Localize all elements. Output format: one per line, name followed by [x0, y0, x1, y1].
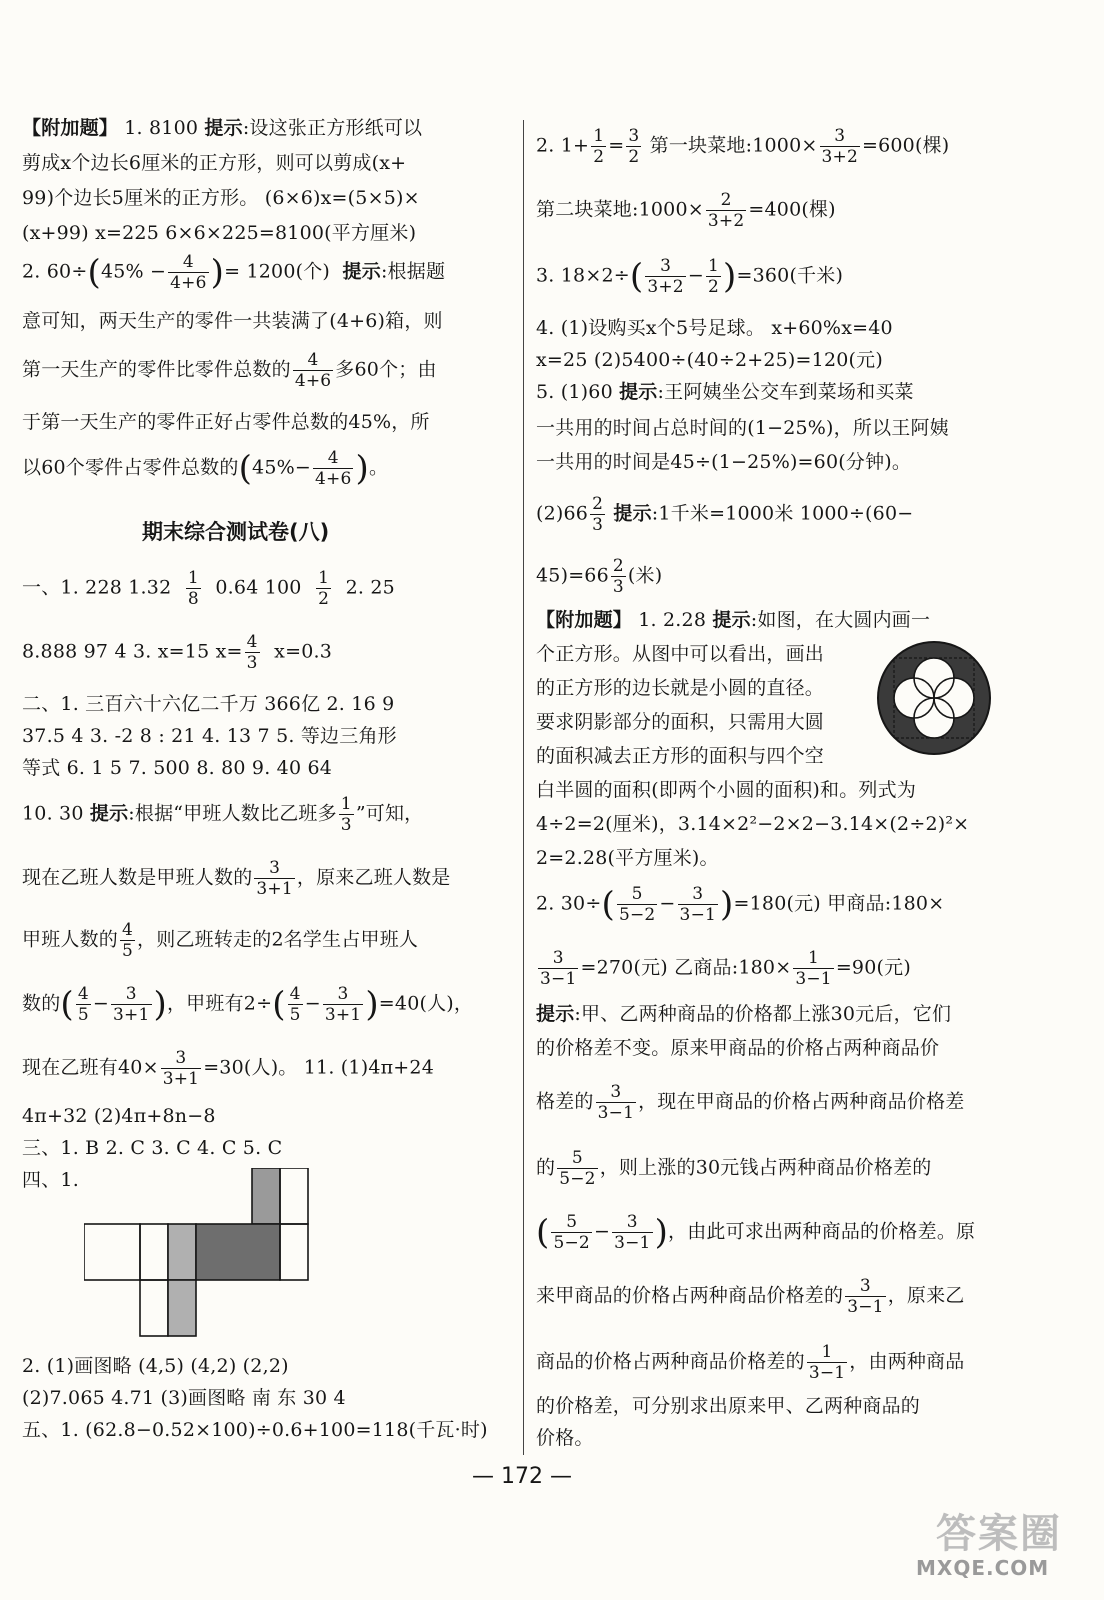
fraction: [323, 984, 363, 1025]
circle-square-figure: [876, 640, 992, 756]
answer-text: 1. 2.28: [632, 609, 713, 631]
left-line-s6: [22, 794, 423, 835]
watermark-text: 答案圈: [936, 1510, 1062, 1557]
left-line-4: (x+99) x=225 6×6×225=8100(平方厘米): [22, 222, 417, 244]
fraction: [557, 1148, 597, 1189]
numerator: 5: [631, 884, 643, 904]
answer-text: 0.64 100: [215, 576, 302, 599]
net-cell-dark: [196, 1224, 280, 1280]
right-line-8: 一共用的时间是45÷(1−25%)=60(分钟)。: [536, 451, 912, 473]
denominator: 2: [628, 147, 640, 167]
numerator: 5: [566, 1212, 578, 1232]
net-cell: [84, 1224, 140, 1280]
tip-label: 提示: [204, 117, 243, 139]
answer-text: :1千米=1000米 1000÷(60−: [651, 502, 914, 525]
fraction: [111, 984, 151, 1025]
numerator: 2: [720, 190, 732, 210]
fraction: [591, 126, 606, 167]
page-number: — 172 —: [472, 1464, 572, 1489]
denominator: 3: [612, 577, 624, 597]
answer-text: ，甲班有2÷: [166, 992, 273, 1015]
answer-text: ”可知，: [355, 802, 424, 825]
paren: (: [629, 256, 644, 297]
answer-text: ，原来乙: [887, 1284, 965, 1307]
fraction: [339, 794, 354, 835]
answer-text: =90(元): [835, 956, 911, 979]
right-line-25: [536, 1212, 975, 1253]
fraction: [793, 948, 833, 989]
numerator: 4: [289, 984, 301, 1004]
paren: ): [355, 448, 369, 489]
fraction: [820, 126, 860, 167]
denominator: 3−1: [597, 1103, 635, 1123]
denominator: 3+1: [113, 1005, 150, 1025]
denominator: 3+1: [162, 1069, 200, 1089]
left-line-2: 剪成x个边长6厘米的正方形，则可以剪成(x+: [22, 152, 407, 174]
fraction: [254, 858, 294, 899]
answer-text: 3. 18×2÷: [536, 264, 630, 287]
left-line-s5: 等式 6. 1 5 7. 500 8. 80 9. 40 64: [22, 757, 333, 779]
right-line-19: [536, 884, 944, 925]
net-cell-shaded: [168, 1280, 196, 1336]
section-title: 期末综合测试卷(八): [142, 520, 330, 544]
numerator: 3: [859, 1276, 871, 1296]
paren: (: [238, 448, 253, 489]
paren: ): [153, 984, 167, 1025]
fraction: [845, 1276, 885, 1317]
paren: ): [365, 984, 379, 1025]
answer-text: 45)=66: [536, 564, 609, 587]
answer-text: 一、1. 228 1.32: [22, 576, 172, 599]
numerator: 3: [610, 1082, 622, 1102]
numerator: 1: [340, 794, 352, 814]
answer-text: 来甲商品的价格占两种商品价格差的: [536, 1284, 844, 1307]
numerator: 4: [182, 252, 194, 272]
paren: (: [87, 252, 101, 293]
paren: ): [722, 256, 737, 297]
answer-text: 2. 25: [345, 576, 395, 599]
right-line-22: 的价格差不变。原来甲商品的价格占两种商品价: [536, 1037, 940, 1059]
answer-text: −: [687, 264, 704, 287]
left-line-7: [22, 350, 437, 391]
numerator: 2: [592, 494, 604, 514]
fraction: [161, 1048, 201, 1089]
left-line-8: 于第一天生产的零件正好占零件总数的45%，所: [22, 411, 430, 433]
net-cell: [140, 1280, 168, 1336]
paren: ): [654, 1212, 669, 1253]
answer-text: ，则乙班转走的2名学生占甲班人: [137, 928, 419, 951]
watermark-url: MXQE.COM: [916, 1556, 1050, 1580]
net-cell: [280, 1224, 308, 1280]
denominator: 2: [707, 277, 719, 297]
right-line-16: 白半圆的面积(即两个小圆的面积)和。列式为: [536, 779, 917, 801]
denominator: 3+2: [707, 211, 745, 231]
denominator: 3−1: [679, 905, 717, 925]
answer-text: :根据题: [380, 260, 446, 283]
answer-text: 格差的: [536, 1090, 594, 1113]
fraction: [76, 984, 91, 1025]
numerator: 3: [626, 1212, 638, 1232]
right-line-17: 4÷2=2(厘米)，3.14×2²−2×2−3.14×(2÷2)²×: [536, 813, 970, 835]
denominator: 5−2: [553, 1233, 590, 1253]
right-line-29: 价格。: [536, 1427, 594, 1449]
answer-text: :设这张正方形纸可以: [242, 117, 423, 139]
answer-text: ，则上涨的30元钱占两种商品价格差的: [599, 1156, 932, 1179]
tip-label: 提示: [342, 260, 381, 283]
numerator: 1: [808, 948, 820, 968]
numerator: 1: [187, 568, 199, 588]
answer-text: 45% −: [100, 260, 167, 283]
numerator: 5: [571, 1148, 583, 1168]
right-line-18: 2=2.28(平方厘米)。: [536, 847, 719, 869]
fraction: [288, 984, 303, 1025]
left-line-3: 99)个边长5厘米的正方形。 (6×6)x=(5×5)×: [22, 187, 420, 209]
fraction: [706, 256, 721, 297]
answer-text: :王阿姨坐公交车到菜场和买菜: [657, 381, 914, 403]
paren: (: [60, 984, 74, 1025]
answer-text: 以60个零件占零件总数的: [22, 456, 239, 479]
net-cell-shaded: [168, 1224, 196, 1280]
fraction: [538, 948, 578, 989]
answer-text: =360(千米): [736, 264, 844, 287]
denominator: 3+1: [324, 1005, 362, 1025]
answer-text: =400(棵): [748, 198, 836, 221]
right-line-11: [536, 608, 930, 632]
answer-text: 多60个；由: [335, 358, 437, 381]
answer-text: =270(元) 乙商品:180×: [580, 956, 792, 979]
numerator: 3: [175, 1048, 187, 1068]
right-line-27: [536, 1342, 965, 1383]
answer-text: (2)66: [536, 502, 589, 525]
right-line-7: 一共用的时间占总时间的(1−25%)，所以王阿姨: [536, 417, 949, 439]
numerator: 2: [612, 556, 624, 576]
fraction: [596, 1082, 636, 1123]
denominator: 5−2: [618, 905, 656, 925]
net-cell: [140, 1224, 168, 1280]
denominator: 2: [593, 147, 605, 167]
right-line-9: [536, 494, 913, 535]
numerator: 1: [318, 568, 330, 588]
answer-text: x=0.3: [274, 640, 333, 663]
paren: (: [601, 884, 615, 925]
numerator: 4: [77, 984, 89, 1004]
left-line-6: 意可知，两天生产的零件一共装满了(4+6)箱，则: [22, 310, 443, 332]
right-line-3: [536, 256, 843, 297]
answer-text: 2. 60÷: [22, 260, 88, 283]
numerator: 4: [327, 448, 339, 468]
fraction: [626, 126, 641, 167]
numerator: 4: [307, 350, 319, 370]
answer-text: −: [92, 992, 110, 1015]
answer-text: 的: [536, 1156, 556, 1179]
answer-text: 甲班人数的: [22, 928, 119, 951]
answer-text: −: [659, 892, 676, 915]
denominator: 3−1: [847, 1297, 884, 1317]
numerator: 1: [707, 256, 719, 276]
column-divider: [523, 120, 524, 1455]
left-line-s9: [22, 984, 473, 1025]
answer-text: −: [304, 992, 321, 1015]
paren: (: [272, 984, 286, 1025]
right-line-28: 的价格差，可分别求出原来甲、乙两种商品的: [536, 1395, 921, 1417]
left-line-s10: [22, 1048, 434, 1089]
denominator: 3: [340, 815, 352, 835]
denominator: 4+6: [294, 371, 332, 391]
left-line-s15: (2)7.065 4.71 (3)画图略 南 东 30 4: [22, 1387, 346, 1409]
fraction: [120, 920, 135, 961]
right-line-24: [536, 1148, 931, 1189]
answer-text: :根据“甲班人数比乙班多: [128, 802, 337, 825]
numerator: 3: [125, 984, 137, 1004]
right-line-26: [536, 1276, 965, 1317]
left-line-s12: 三、1. B 2. C 3. C 4. C 5. C: [22, 1137, 283, 1159]
answer-text: 1. 8100: [118, 117, 205, 139]
left-line-1: [22, 116, 422, 140]
fraction: [590, 494, 605, 535]
right-line-12: 个正方形。从图中可以看出，画出: [536, 643, 825, 665]
net-cell-shaded: [252, 1168, 280, 1224]
answer-text: 商品的价格占两种商品价格差的: [536, 1350, 805, 1373]
denominator: 4+6: [315, 469, 352, 489]
left-line-s8: [22, 920, 418, 961]
left-line-s14: 2. (1)画图略 (4,5) (4,2) (2,2): [22, 1355, 289, 1377]
fraction: [293, 350, 333, 391]
answer-text: :如图，在大圆内画一: [750, 609, 931, 631]
denominator: 4+6: [170, 273, 207, 293]
fraction: [645, 256, 685, 297]
extra-question-header: 【附加题】: [536, 609, 633, 631]
right-line-10: [536, 556, 662, 597]
answer-text: 现在乙班人数是甲班人数的: [22, 866, 253, 889]
answer-text: =30(人)。 11. (1)4π+24: [203, 1056, 434, 1079]
net-cell: [280, 1168, 308, 1224]
left-line-s4: 37.5 4 3. -2 8 : 21 4. 13 7 5. 等边三角形: [22, 725, 397, 747]
numerator: 1: [821, 1342, 833, 1362]
denominator: 3+2: [647, 277, 684, 297]
answer-text: 第一块菜地:1000×: [643, 134, 818, 157]
answer-text: 第二块菜地:1000×: [536, 198, 704, 221]
answer-text: 数的: [22, 992, 61, 1015]
numerator: 3: [660, 256, 672, 276]
numerator: 4: [246, 632, 258, 652]
answer-text: ，原来乙班人数是: [296, 866, 451, 889]
denominator: 3+1: [256, 879, 293, 899]
denominator: 3−1: [614, 1233, 651, 1253]
denominator: 3−1: [540, 969, 577, 989]
tip-label: 提示: [613, 502, 652, 525]
right-line-14: 要求阴影部分的面积，只需用大圆: [536, 711, 825, 733]
answer-text: 2. 1+: [536, 134, 590, 157]
numerator: 3: [628, 126, 640, 146]
answer-text: =: [608, 134, 625, 157]
answer-text: 10. 30: [22, 802, 90, 825]
fraction: [551, 1212, 591, 1253]
left-line-s2: [22, 632, 332, 673]
answer-text: =600(棵): [861, 134, 950, 157]
fraction: [807, 1342, 847, 1383]
denominator: 8: [187, 589, 199, 609]
left-line-s11: 4π+32 (2)4π+8n−8: [22, 1105, 216, 1127]
right-line-6: [536, 380, 914, 404]
right-line-4: 4. (1)设购买x个5号足球。 x+60%x=40: [536, 317, 893, 339]
numerator: 3: [337, 984, 349, 1004]
fraction: [245, 632, 260, 673]
numerator: 3: [692, 884, 704, 904]
denominator: 5−2: [559, 1169, 596, 1189]
answer-text: 2. 30÷: [536, 892, 602, 915]
answer-text: 现在乙班有40×: [22, 1056, 159, 1079]
right-line-5: x=25 (2)5400÷(40÷2+25)=120(元): [536, 349, 883, 371]
numerator: 3: [834, 126, 846, 146]
tip-label: 提示: [619, 381, 658, 403]
fraction: [611, 556, 626, 597]
answer-text: (米): [627, 564, 663, 587]
fraction: [612, 1212, 652, 1253]
denominator: 5: [122, 941, 134, 961]
fraction: [186, 568, 201, 609]
paren: ): [720, 884, 734, 925]
left-line-s13: 四、1.: [22, 1169, 79, 1191]
answer-text: 第一天生产的零件比零件总数的: [22, 358, 291, 381]
left-line-9: [22, 448, 388, 489]
answer-text: =180(元) 甲商品:180×: [733, 892, 945, 915]
right-line-2: [536, 190, 836, 231]
left-line-s3: 二、1. 三百六十六亿二千万 366亿 2. 16 9: [22, 693, 395, 715]
left-line-5: [22, 252, 445, 293]
fraction: [678, 884, 718, 925]
answer-text: 5. (1)60: [536, 381, 620, 403]
answer-text: ，由两种商品: [849, 1350, 965, 1373]
paren: (: [536, 1212, 550, 1253]
numerator: 1: [593, 126, 605, 146]
fraction: [313, 448, 353, 489]
denominator: 3−1: [808, 1363, 846, 1383]
denominator: 3: [592, 515, 604, 535]
denominator: 2: [318, 589, 330, 609]
answer-text: 8.888 97 4 3. x=15 x=: [22, 640, 243, 663]
answer-text: :甲、乙两种商品的价格都上涨30元后，它们: [574, 1003, 952, 1025]
denominator: 5: [289, 1005, 301, 1025]
cube-net-figure: [84, 1168, 324, 1344]
right-line-21: [536, 1002, 951, 1026]
numerator: 3: [552, 948, 564, 968]
watermark-logo: [896, 1502, 1082, 1582]
denominator: 3+2: [821, 147, 858, 167]
answer-text: 45%−: [252, 456, 311, 479]
answer-text: =40(人)，: [378, 992, 474, 1015]
tip-label: 提示: [89, 802, 129, 825]
right-line-23: [536, 1082, 965, 1123]
fraction: [706, 190, 746, 231]
tip-label: 提示: [712, 609, 751, 631]
left-line-s16: 五、1. (62.8−0.52×100)÷0.6+100=118(千瓦·时): [22, 1419, 488, 1441]
answer-text: ，现在甲商品的价格占两种商品价格差: [638, 1090, 965, 1113]
right-line-15: 的面积减去正方形的面积与四个空: [536, 745, 825, 767]
right-line-1: [536, 126, 949, 167]
answer-text: = 1200(个): [224, 260, 331, 283]
right-line-13: 的正方形的边长就是小圆的直径。: [536, 677, 825, 699]
fraction: [168, 252, 208, 293]
answer-text: −: [593, 1220, 611, 1243]
left-line-s7: [22, 858, 451, 899]
fraction: [316, 568, 331, 609]
fraction: [617, 884, 657, 925]
numerator: 4: [122, 920, 134, 940]
left-line-s1: [22, 568, 395, 609]
answer-text: 。: [368, 456, 389, 479]
denominator: 3−1: [795, 969, 832, 989]
answer-text: ，由此可求出两种商品的价格差。原: [668, 1220, 976, 1243]
numerator: 3: [269, 858, 281, 878]
extra-question-header: 【附加题】: [22, 117, 119, 139]
denominator: 5: [77, 1005, 89, 1025]
tip-label: 提示: [536, 1003, 575, 1025]
right-line-20: [536, 948, 911, 989]
denominator: 3: [246, 653, 258, 673]
paren: ): [210, 252, 225, 293]
